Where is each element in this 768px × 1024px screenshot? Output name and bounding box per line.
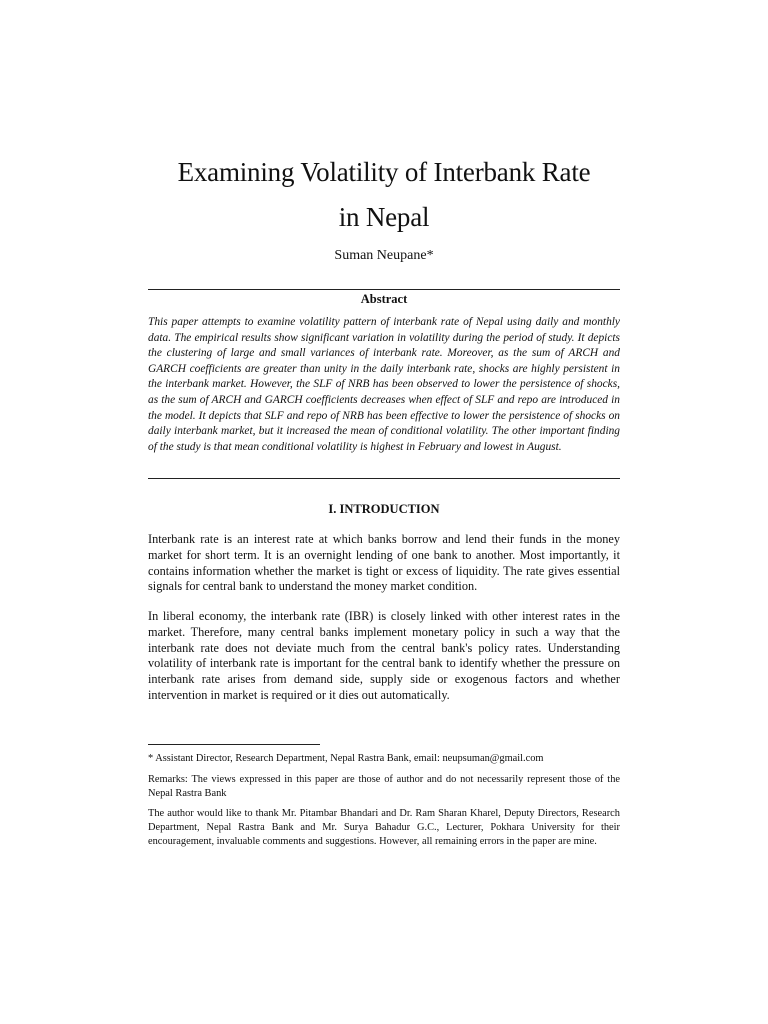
introduction-paragraph: In liberal economy, the interbank rate (IBR) is closely linked with other interest rates in the market. Therefore, many central banks implement monetary policy in such a way that the interbank rate does not deviate much from the central bank's policy rates. Understanding volatility of interbank rate is important for the central bank to identify whether the pressure on interbank rate arises from demand side, supply side or exogenous factors and whether intervention in market is required or it dies out automatically. [148, 609, 620, 702]
abstract-top-rule [148, 289, 620, 290]
paper-title-line-1: Examining Volatility of Interbank Rate [177, 157, 591, 187]
footnote-acknowledgement: The author would like to thank Mr. Pitambar Bhandari and Dr. Ram Sharan Kharel, Deputy Directors, Research Department, Nepal Rastra Bank and Mr. Surya Bahadur G.C., Lecturer, Pokhara University for their encouragement, invaluable comments and suggestions. However, all remaining errors in the paper are mine. [148, 808, 620, 847]
abstract-bottom-rule [148, 478, 620, 479]
footnote-remarks: Remarks: The views expressed in this paper are those of author and do not necessarily represent those of the Nepal Rastra Bank [148, 774, 620, 799]
footnote-separator [148, 744, 320, 745]
footnote-affiliation: * Assistant Director, Research Department, Nepal Rastra Bank, email: neupsuman@gmail.com [148, 753, 544, 764]
introduction-paragraph: Interbank rate is an interest rate at which banks borrow and lend their funds in the money market for short term. It is an overnight lending of one bank to another. Most importantly, it contains information whether the market is tight or excess of liquidity. The rate gives essential signals for central bank to understand the money market condition. [148, 532, 620, 594]
abstract-text: This paper attempts to examine volatility pattern of interbank rate of Nepal using daily and monthly data. The empirical results show significant variation in volatility during the period of study. It depicts the clustering of large and small variances of interbank rate. Moreover, as the sum of ARCH and GARCH coefficients are greater than unity in the daily interbank rate, shocks are highly persistent in the interbank market. However, the SLF of NRB has been observed to lower the persistence of shocks, as the sum of ARCH and GARCH coefficients decreases when effect of SLF and repo are introduced in the model. It depicts that SLF and repo of NRB has been effective to lower the persistence of shocks on daily interbank market, but it increased the mean of conditional volatility. The other important finding of the study is that mean conditional volatility is highest in February and lowest in August. [148, 316, 620, 453]
introduction-heading: I. INTRODUCTION [328, 502, 440, 516]
paper-title-line-2: in Nepal [338, 202, 430, 232]
abstract-heading: Abstract [360, 292, 408, 306]
author-name: Suman Neupane* [334, 248, 434, 263]
